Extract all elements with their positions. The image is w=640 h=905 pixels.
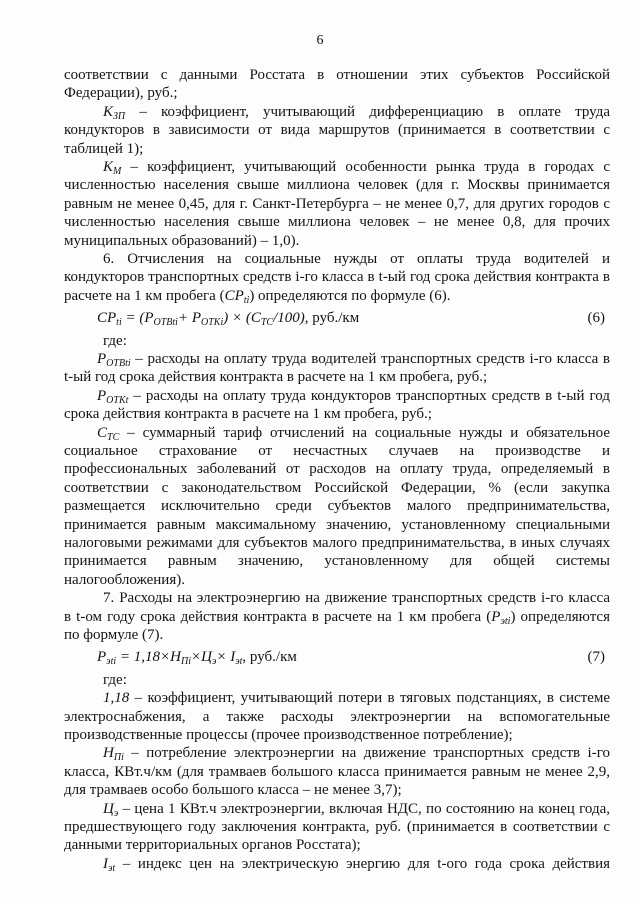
line-text: t-ый год срока действия контракта в расчете на 1 км пробега, руб.; [64, 369, 488, 386]
line-fragment: Р [491, 608, 501, 625]
subscript: эti [500, 615, 511, 627]
line-text: 6. Отчисления на социальные нужды от оплаты труда водителей и [103, 251, 610, 267]
line-text: данными территориальных органов Росстата); [64, 837, 361, 854]
text-line [64, 763, 610, 781]
formula-line [97, 309, 640, 332]
subscript: э [211, 656, 217, 668]
line-fragment: = (P [121, 310, 154, 327]
subscript: ti [116, 317, 122, 329]
line-fragment: – цена 1 КВт.ч электроэнергии, включая НДС, по состоянию на конец года, [118, 800, 610, 817]
line-text: производственные процессы (прочее производственное потребление); [64, 727, 513, 743]
subscript: Пi [180, 656, 191, 668]
line-text: размещается исключительно среди субъектов малого предпринимательства, [64, 498, 610, 515]
line-fragment: – расходы на оплату труда водителей транспортных средств i-го класса в [130, 351, 610, 367]
text-line [103, 855, 610, 878]
line-fragment: СР [224, 287, 244, 304]
line-text: численностью населения свыше миллиона человек – не менее 0,8, для прочих [64, 214, 610, 231]
line-text: срока действия контракта в расчете на 1 км пробега, руб.; [64, 406, 432, 423]
line-fragment: ) определяются по формуле (6). [249, 287, 451, 304]
line-text: 7. Расходы на электроэнергию на движение транспортных средств i-го класса [103, 590, 610, 607]
text-line [64, 232, 610, 250]
line-text: где: [103, 671, 127, 688]
text-line [103, 250, 610, 268]
line-text: кондукторов транспортных средств i-го класса в t-ый год срока действия контракта в [64, 269, 610, 286]
line-fragment: К [103, 103, 113, 120]
text-line [64, 626, 610, 644]
subscript: Пi [113, 752, 124, 764]
subscript: OTKi [201, 317, 224, 329]
line-fragment: /100) [273, 310, 305, 327]
text-line [64, 516, 610, 534]
text-line [64, 726, 610, 744]
line-fragment: К [103, 159, 113, 175]
equation-number: (6) [587, 310, 605, 327]
page-number: 6 [316, 33, 324, 48]
line-text: налоговыми режимами для субъектов малого предпринимательства, в иных случаях [64, 535, 610, 551]
subscript: TC [260, 317, 274, 329]
subscript: ti [243, 294, 250, 306]
subscript: эti [106, 656, 117, 668]
line-text: Федерации), руб.; [64, 85, 178, 102]
text-line [64, 818, 610, 836]
line-fragment: ×Ц [190, 649, 212, 666]
subscript: ЗП [112, 110, 126, 122]
line-text: для трамваев особо большого класса – не менее 3,7); [64, 782, 402, 799]
line-text: электроснабжения, а также расходы электроэнергии на вспомогательные [64, 708, 610, 725]
line-fragment: – коэффициент, учитывающий потери в тяговых подстанциях, в системе [129, 690, 610, 707]
line-text: налогообложения). [64, 571, 185, 588]
text-line [64, 121, 610, 139]
equation-number: (7) [587, 649, 605, 666]
subscript: э [113, 807, 119, 819]
line-text: профессиональных заболеваний от расходов на оплату труда, определяемый в [64, 461, 610, 478]
text-line [64, 497, 610, 515]
line-fragment: расчете на 1 км пробега ( [64, 287, 225, 304]
line-text: где: [103, 332, 127, 349]
line-fragment: – коэффициент, учитывающий дифференциацию в оплате труда [125, 103, 610, 120]
line-fragment: Р [97, 387, 107, 404]
text-line [103, 589, 610, 607]
line-fragment: + P [177, 310, 202, 327]
line-fragment: ) × (C [223, 310, 261, 327]
text-line [64, 66, 610, 84]
text-line [64, 460, 610, 478]
text-line [64, 213, 610, 231]
line-fragment: × I [216, 649, 236, 666]
text-line [64, 571, 610, 589]
text-line [103, 689, 610, 707]
line-fragment: 1,18 [103, 690, 130, 707]
line-text: муниципальных образований) – 1,0). [64, 232, 300, 249]
line-text: соответствии с данными Росстата в отношении этих субъектов Российской [64, 67, 610, 83]
line-text: принимается равным значению, установленному для общей системы [64, 553, 610, 570]
line-fragment: – суммарный тариф отчислений на социальные нужды и обязательное [119, 424, 610, 441]
text-line [64, 708, 610, 726]
line-text: равным не менее 0,45, для г. Санкт-Петербурга – не менее 0,7, для других городов с [64, 195, 610, 212]
text-line [64, 176, 610, 194]
line-text: таблицей 1); [64, 140, 144, 157]
line-text: класса, КВт.ч/км (для трамваев большого класса принимается равным не менее 2,9, [64, 763, 610, 780]
line-fragment: – расходы на оплату труда кондукторов транспортных средств в t-ый год [128, 387, 610, 404]
subscript: ОТКt [106, 394, 129, 406]
text-line [64, 552, 610, 570]
line-fragment: I [103, 855, 108, 872]
line-fragment: , руб./км [304, 310, 360, 327]
line-fragment: , руб./км [242, 649, 297, 666]
text-line [64, 84, 610, 102]
line-fragment: ) определяются [510, 608, 610, 625]
subscript: OTBti [153, 317, 178, 329]
text-line [64, 195, 610, 213]
line-text: принимается равным максимальному значению, установленному специальными [64, 516, 610, 533]
subscript: ТС [107, 431, 120, 443]
line-fragment: С [97, 424, 108, 441]
line-fragment: Ц [103, 800, 114, 817]
line-text: соответствии с законодательством Российской Федерации, % (если закупка [64, 479, 610, 496]
subscript: ОТВti [106, 358, 131, 369]
text-line [64, 287, 610, 310]
text-line [64, 534, 610, 552]
line-fragment: – коэффициент, учитывающий особенности рынка труда в городах с [121, 159, 610, 175]
line-text: по формуле (7). [64, 627, 164, 643]
subscript: эt [108, 862, 116, 874]
text-line [103, 332, 610, 350]
line-fragment: – потребление электроэнергии на движение транспортных средств i-го [123, 745, 610, 762]
formula-line [97, 648, 640, 671]
text-line [64, 836, 610, 854]
text-line [64, 405, 610, 423]
subscript: эt [235, 656, 243, 668]
line-fragment: Н [103, 745, 114, 762]
line-fragment: CP [97, 310, 117, 327]
line-text: кондукторов в зависимости от вида маршрутов (принимается в соответствии с [64, 122, 610, 139]
text-line [64, 479, 610, 497]
text-line [64, 268, 610, 286]
text-line [64, 442, 610, 460]
text-line [64, 781, 610, 799]
subscript: М [112, 166, 122, 177]
line-text: численностью населения свыше миллиона человек (для г. Москвы принимается [64, 177, 610, 194]
line-fragment: = 1,18×Н [116, 649, 181, 666]
line-fragment: – индекс цен на электрическую энергию для t-ого года срока действия [115, 855, 610, 872]
line-fragment: Р [97, 649, 107, 666]
text-line [64, 140, 610, 158]
line-fragment: Р [97, 351, 107, 367]
line-text: социальное страхование от несчастных случаев на производстве и [64, 443, 610, 459]
line-fragment: в t-ом году срока действия контракта в расчете на 1 км пробега ( [64, 608, 492, 625]
text-line [103, 671, 610, 689]
text-line [64, 368, 610, 386]
line-text: предшествующего году заключения контракта, руб. (принимается в соответствии с [64, 819, 610, 835]
